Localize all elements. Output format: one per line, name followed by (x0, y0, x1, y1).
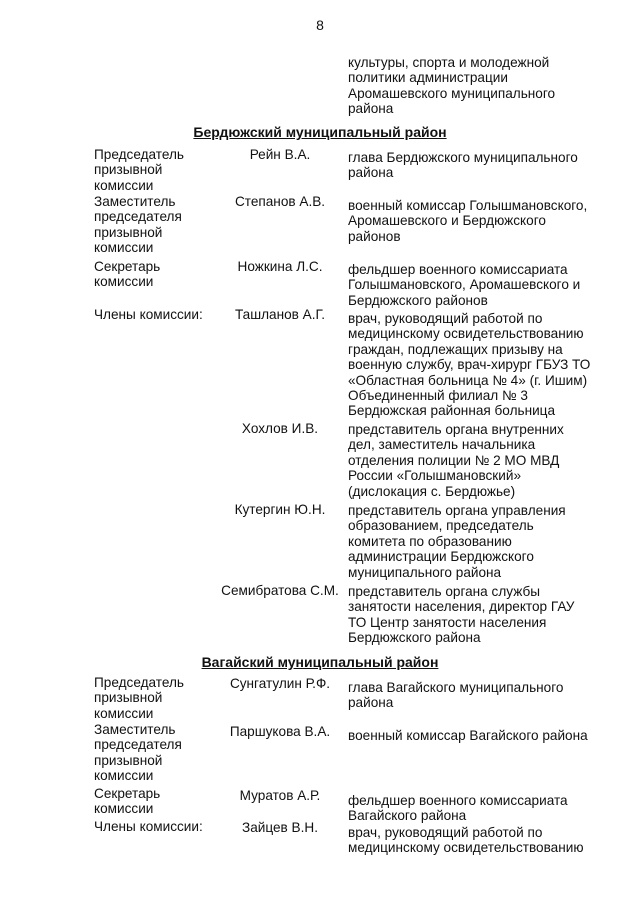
role-label: Члены комиссии: (94, 819, 203, 834)
role-label: Председатель призывной комиссии (94, 147, 184, 193)
member-position: военный комиссар Вагайского района (348, 728, 588, 743)
member-position: глава Бердюжского муниципального района (348, 150, 578, 181)
intro-line: культуры, спорта и молодежной (348, 55, 550, 70)
member-position: военный комиссар Голышмановского, Аромашевского и Бердюжского районов (348, 198, 588, 244)
member-name: Паршукова В.А. (229, 724, 331, 739)
role-label: Заместитель председателя призывной комиссии (94, 722, 182, 784)
member-name: Кутергин Ю.Н. (234, 502, 326, 517)
role-label: Заместитель председателя призывной комиссии (94, 194, 182, 256)
intro-text (348, 55, 555, 117)
role-label: Секретарь комиссии (94, 786, 161, 817)
member-name: Ташланов А.Г. (234, 307, 326, 322)
member-position: представитель органа службы занятости населения, директор ГАУ ТО Центр занятости населения Бердюжского района (348, 584, 575, 646)
section-heading-berdyuzhsky: Бердюжский муниципальный район (193, 124, 447, 140)
member-name: Степанов А.В. (234, 194, 326, 209)
intro-line: Аромашевского муниципального (348, 85, 556, 101)
member-position: представитель органа внутренних дел, заместитель начальника отделения полиции № 2 МО МВД России «Голышмановский» (дислокация с. Бердюжье) (348, 422, 564, 499)
member-position: врач, руководящий работой по медицинскому освидетельствованию граждан, подлежащих призыву на военную службу, врач-хирург ГБУЗ ТО «Областная больница № 4» (г. Ишим) Объединенный филиал № 3 Бердюжская районная больница (348, 311, 591, 419)
intro-line: политики администрации (348, 70, 508, 86)
page-number: 8 (316, 17, 324, 33)
member-name: Рейн В.А. (249, 147, 311, 162)
member-position: фельдшер военного комиссариата Голышмановского, Аромашевского и Бердюжского районов (348, 262, 581, 308)
role-label: Секретарь комиссии (94, 259, 161, 290)
member-position: представитель органа управления образованием, председатель комитета по образованию администрации Бердюжского муниципального района (348, 503, 566, 580)
member-name: Сунгатулин Р.Ф. (229, 676, 331, 691)
member-name: Зайцев В.Н. (242, 820, 318, 835)
member-name: Хохлов И.В. (241, 421, 319, 436)
role-label: Члены комиссии: (94, 307, 203, 322)
member-position: врач, руководящий работой по медицинскому освидетельствованию (348, 825, 584, 856)
member-name: Семибратова С.М. (221, 583, 339, 598)
member-position: глава Вагайского муниципального района (348, 680, 564, 711)
member-position: фельдшер военного комиссариата Вагайского района (348, 793, 568, 824)
role-label: Председатель призывной комиссии (94, 675, 184, 721)
intro-line: района (348, 101, 394, 117)
member-name: Муратов А.Р. (239, 788, 321, 803)
section-heading-vagaysky: Вагайский муниципальный район (201, 654, 439, 670)
member-name: Ножкина Л.С. (237, 259, 323, 274)
